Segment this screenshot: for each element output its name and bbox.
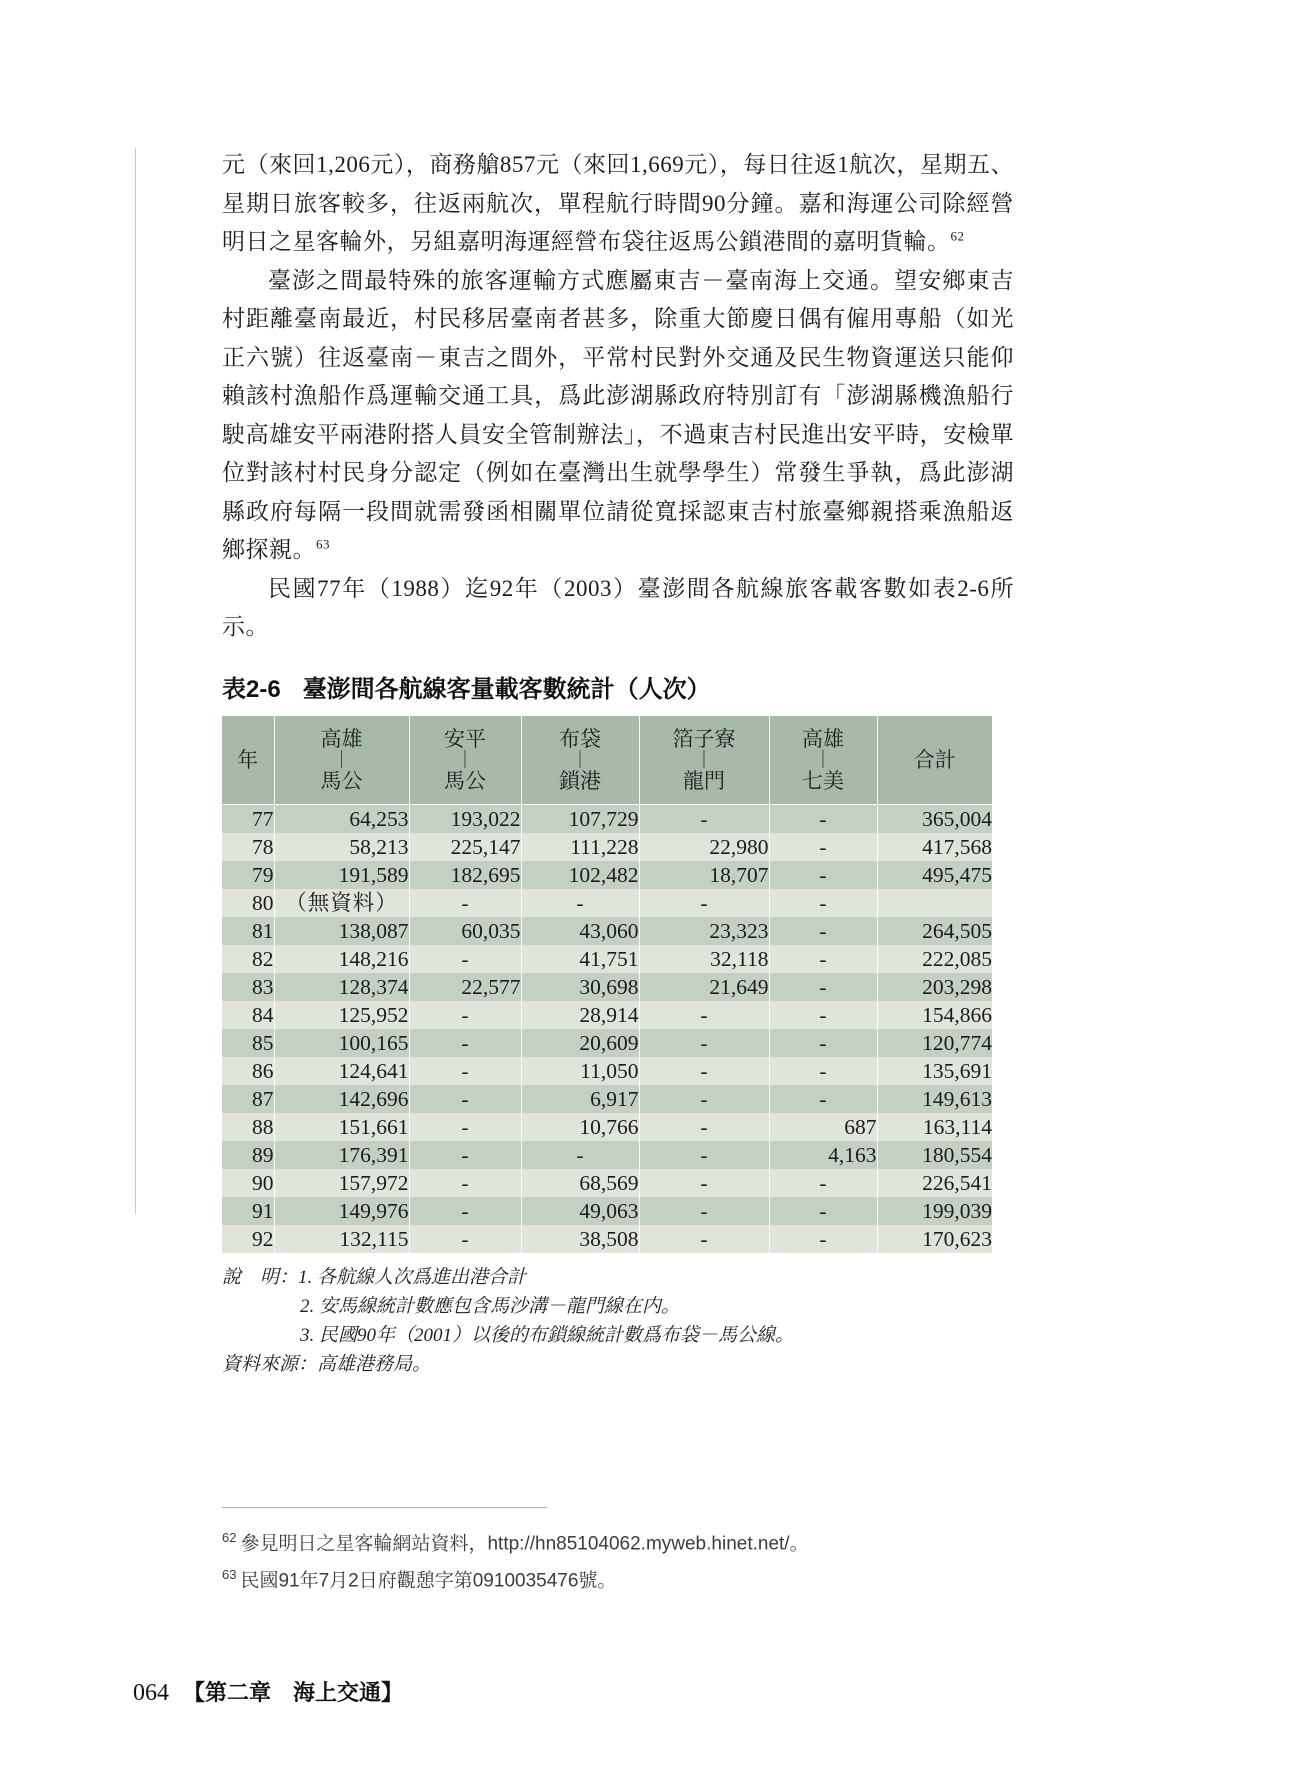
value-cell: - — [769, 917, 877, 945]
table-row — [222, 1169, 992, 1197]
body-paragraph — [222, 262, 1014, 570]
value-cell: 199,039 — [877, 1197, 992, 1225]
year-cell: 80 — [222, 889, 274, 917]
table-row — [222, 833, 992, 861]
value-cell: 124,641 — [274, 1057, 409, 1085]
value-cell: - — [409, 945, 521, 973]
table-row — [222, 804, 992, 833]
value-cell: 151,661 — [274, 1113, 409, 1141]
value-cell: 102,482 — [521, 861, 639, 889]
value-cell: - — [521, 889, 639, 917]
value-cell: - — [409, 1085, 521, 1113]
footnote-text: 民國91年7月2日府觀憩字第0910035476號。 — [240, 1570, 617, 1592]
year-cell: 81 — [222, 917, 274, 945]
footnote-marker: 62 — [222, 1529, 237, 1545]
value-cell: 225,147 — [409, 833, 521, 861]
value-cell: 11,050 — [521, 1057, 639, 1085]
value-cell: 32,118 — [639, 945, 769, 973]
value-cell: - — [769, 1001, 877, 1029]
value-cell: 142,696 — [274, 1085, 409, 1113]
footnote-ref-63: 63 — [316, 536, 330, 552]
column-header: 箔子寮 ｜ 龍門 — [639, 716, 769, 805]
table-body — [222, 804, 992, 1253]
table-notes — [222, 1263, 1014, 1379]
footnote-text: 參見明日之星客輪網站資料，http://hn85104062.myweb.hinet.net/。 — [240, 1532, 809, 1554]
footnote-ref-62: 62 — [950, 228, 965, 244]
footnote-line — [222, 1559, 1014, 1596]
chapter-title: 【第二章 海上交通】 — [183, 1680, 404, 1705]
value-cell: - — [769, 1085, 877, 1113]
value-cell: 68,569 — [521, 1169, 639, 1197]
value-cell: 132,115 — [274, 1225, 409, 1253]
value-cell: - — [769, 833, 877, 861]
value-cell: - — [409, 1141, 521, 1169]
value-cell: 23,323 — [639, 917, 769, 945]
value-cell: 43,060 — [521, 917, 639, 945]
value-cell: 21,649 — [639, 973, 769, 1001]
table-row — [222, 889, 992, 917]
footnotes — [222, 1522, 1014, 1597]
value-cell: - — [639, 1057, 769, 1085]
value-cell: 22,980 — [639, 833, 769, 861]
year-cell: 84 — [222, 1001, 274, 1029]
value-cell: 149,613 — [877, 1085, 992, 1113]
value-cell: - — [769, 889, 877, 917]
value-cell: 222,085 — [877, 945, 992, 973]
value-cell: - — [639, 1225, 769, 1253]
value-cell: - — [521, 1141, 639, 1169]
body-paragraph — [222, 146, 1014, 262]
value-cell: - — [639, 1029, 769, 1057]
value-cell: 193,022 — [409, 804, 521, 833]
year-cell: 89 — [222, 1141, 274, 1169]
value-cell: 4,163 — [769, 1141, 877, 1169]
table-row — [222, 1197, 992, 1225]
column-header: 布袋 ｜ 鎖港 — [521, 716, 639, 805]
note-line: 說 明：1. 各航線人次爲進出港合計 — [222, 1266, 527, 1288]
note-line: 2. 安馬線統計數應包含馬沙溝－龍門線在内。 — [300, 1295, 681, 1317]
value-cell: 138,087 — [274, 917, 409, 945]
value-cell: - — [409, 1029, 521, 1057]
value-cell: - — [769, 945, 877, 973]
value-cell: 60,035 — [409, 917, 521, 945]
paragraph-text: 臺澎之間最特殊的旅客運輸方式應屬東吉－臺南海上交通。望安鄉東吉村距離臺南最近，村民移居臺南者甚多，除重大節慶日偶有僱用專船（如光正六號）往返臺南－東吉之間外，平常村民對外交通及民生物資運送只能仰賴該村漁船作爲運輸交通工具，爲此澎湖縣政府特別訂有「澎湖縣機漁船行駛高雄安平兩港附搭人員安全管制辦法」，不過東吉村民進出安平時，安檢單位對該村村民身分認定（例如在臺灣出生就學學生）常發生爭執，爲此澎湖縣政府每隔一段間就需發函相關單位請從寬採認東吉村旅臺鄉親搭乘漁船返鄉探親。 — [222, 267, 1014, 562]
value-cell: 176,391 — [274, 1141, 409, 1169]
value-cell: - — [409, 1169, 521, 1197]
year-cell: 79 — [222, 861, 274, 889]
table-row — [222, 1001, 992, 1029]
value-cell: 149,976 — [274, 1197, 409, 1225]
table-header-row — [222, 716, 992, 805]
value-cell: - — [639, 804, 769, 833]
footnote-marker: 63 — [222, 1566, 237, 1582]
value-cell: 107,729 — [521, 804, 639, 833]
column-header: 高雄 ｜ 七美 — [769, 716, 877, 805]
value-cell: - — [769, 1169, 877, 1197]
page-footer — [133, 1676, 403, 1707]
value-cell: 495,475 — [877, 861, 992, 889]
value-cell: 28,914 — [521, 1001, 639, 1029]
value-cell: 30,698 — [521, 973, 639, 1001]
value-cell: 20,609 — [521, 1029, 639, 1057]
value-cell: 128,374 — [274, 973, 409, 1001]
value-cell: 135,691 — [877, 1057, 992, 1085]
value-cell: - — [409, 889, 521, 917]
paragraph-text: 民國77年（1988）迄92年（2003）臺澎間各航線旅客載客數如表2-6所示。 — [222, 575, 1014, 639]
value-cell: 226,541 — [877, 1169, 992, 1197]
value-cell: - — [409, 1057, 521, 1085]
value-cell: 264,505 — [877, 917, 992, 945]
column-header: 年 — [222, 716, 274, 805]
value-cell: 687 — [769, 1113, 877, 1141]
column-header: 安平 ｜ 馬公 — [409, 716, 521, 805]
year-cell: 90 — [222, 1169, 274, 1197]
value-cell: - — [639, 1141, 769, 1169]
value-cell: - — [639, 1001, 769, 1029]
value-cell: 154,866 — [877, 1001, 992, 1029]
value-cell: 163,114 — [877, 1113, 992, 1141]
body-paragraph — [222, 570, 1014, 647]
column-header: 高雄 ｜ 馬公 — [274, 716, 409, 805]
table-row — [222, 1225, 992, 1253]
table-row — [222, 917, 992, 945]
table-row — [222, 1113, 992, 1141]
value-cell: 182,695 — [409, 861, 521, 889]
column-header: 合計 — [877, 716, 992, 805]
value-cell: - — [639, 889, 769, 917]
value-cell: 170,623 — [877, 1225, 992, 1253]
year-cell: 91 — [222, 1197, 274, 1225]
value-cell: - — [639, 1197, 769, 1225]
table-row — [222, 861, 992, 889]
note-line: 3. 民國90年（2001）以後的布鎖線統計數爲布袋－馬公線。 — [300, 1324, 795, 1346]
table-caption — [222, 669, 1014, 704]
value-cell: 58,213 — [274, 833, 409, 861]
value-cell: - — [639, 1085, 769, 1113]
table-row — [222, 1085, 992, 1113]
value-cell: 180,554 — [877, 1141, 992, 1169]
table-row — [222, 945, 992, 973]
value-cell: - — [769, 1057, 877, 1085]
value-cell — [877, 889, 992, 917]
year-cell: 83 — [222, 973, 274, 1001]
value-cell: 10,766 — [521, 1113, 639, 1141]
value-cell: - — [769, 1197, 877, 1225]
footnote-separator — [222, 1507, 547, 1508]
value-cell: 18,707 — [639, 861, 769, 889]
value-cell: （無資料） — [274, 889, 409, 917]
value-cell: 125,952 — [274, 1001, 409, 1029]
value-cell: 100,165 — [274, 1029, 409, 1057]
page-content — [222, 146, 1014, 1596]
value-cell: 22,577 — [409, 973, 521, 1001]
value-cell: 191,589 — [274, 861, 409, 889]
value-cell: 64,253 — [274, 804, 409, 833]
value-cell: - — [769, 973, 877, 1001]
left-margin-rule — [135, 148, 136, 1214]
value-cell: 38,508 — [521, 1225, 639, 1253]
table-row — [222, 1141, 992, 1169]
table-caption-label: 表2-6 — [222, 675, 281, 703]
table-row — [222, 1029, 992, 1057]
value-cell: 6,917 — [521, 1085, 639, 1113]
table-row — [222, 1057, 992, 1085]
year-cell: 82 — [222, 945, 274, 973]
table-row — [222, 973, 992, 1001]
year-cell: 86 — [222, 1057, 274, 1085]
value-cell: 157,972 — [274, 1169, 409, 1197]
value-cell: 49,063 — [521, 1197, 639, 1225]
value-cell: 148,216 — [274, 945, 409, 973]
year-cell: 87 — [222, 1085, 274, 1113]
year-cell: 78 — [222, 833, 274, 861]
value-cell: 417,568 — [877, 833, 992, 861]
value-cell: - — [639, 1113, 769, 1141]
value-cell: 111,228 — [521, 833, 639, 861]
year-cell: 77 — [222, 804, 274, 833]
value-cell: - — [639, 1169, 769, 1197]
value-cell: - — [769, 1225, 877, 1253]
value-cell: - — [409, 1225, 521, 1253]
value-cell: - — [409, 1001, 521, 1029]
value-cell: - — [409, 1197, 521, 1225]
year-cell: 92 — [222, 1225, 274, 1253]
value-cell: - — [769, 1029, 877, 1057]
year-cell: 85 — [222, 1029, 274, 1057]
value-cell: 120,774 — [877, 1029, 992, 1057]
paragraph-text: 元（來回1,206元），商務艙857元（來回1,669元），每日往返1航次，星期五、星期日旅客較多，往返兩航次，單程航行時間90分鐘。嘉和海運公司除經營明日之星客輪外，另組嘉明海運經營布袋往返馬公鎖港間的嘉明貨輪。 — [222, 152, 1014, 254]
value-cell: 41,751 — [521, 945, 639, 973]
footnote-line — [222, 1522, 1014, 1559]
note-line: 資料來源：高雄港務局。 — [222, 1353, 432, 1375]
value-cell: 203,298 — [877, 973, 992, 1001]
value-cell: - — [769, 804, 877, 833]
year-cell: 88 — [222, 1113, 274, 1141]
page-number: 064 — [133, 1680, 169, 1706]
passenger-statistics-table — [222, 716, 992, 1253]
value-cell: - — [769, 861, 877, 889]
value-cell: - — [409, 1113, 521, 1141]
table-caption-title: 臺澎間各航線客量載客數統計（人次） — [302, 675, 711, 703]
value-cell: 365,004 — [877, 804, 992, 833]
